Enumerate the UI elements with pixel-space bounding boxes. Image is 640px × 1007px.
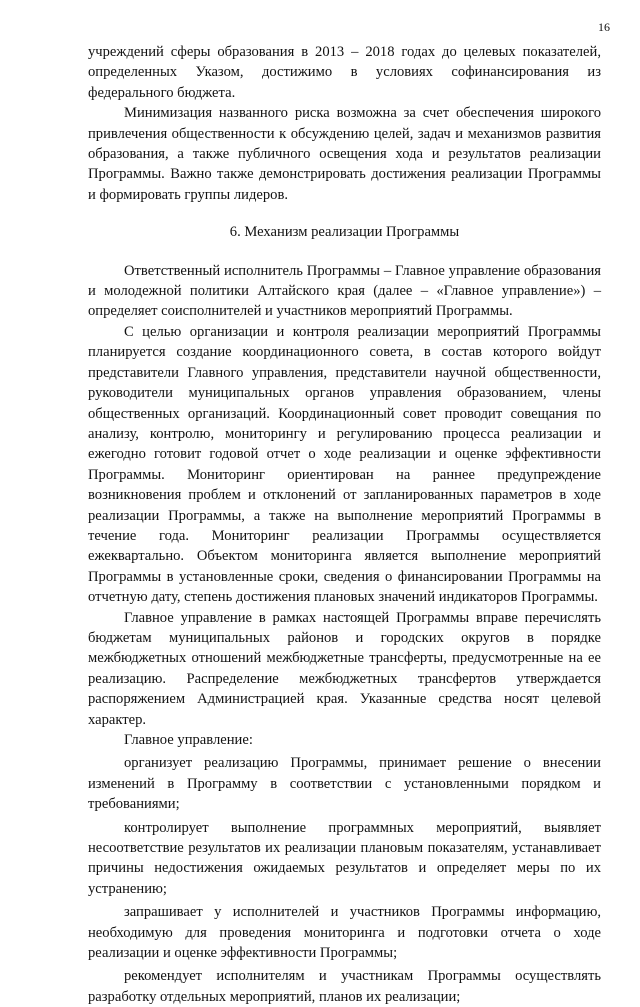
paragraph-risk-minimization: Минимизация названного риска возможна за счет обеспечения широкого привлечения общественности к обсуждению целей, задач и механизмов развития образования, а также публичного освещения хода и результатов реализации Программы. Важно также демонстрировать достижения реализации Программы и формировать группы лидеров.	[88, 105, 601, 203]
paragraph-interbudget-transfers: Главное управление в рамках настоящей Программы вправе перечислять бюджетам муниципальных районов и городских округов в порядке межбюджетных отношений межбюджетные трансферты, предусмотренные на ее реализацию. Распределение межбюджетных трансфертов утверждается распоряжением Администрацией края. Указанные средства носят целевой характер.	[88, 609, 601, 728]
paragraph-responsible-executor: Ответственный исполнитель Программы – Главное управление образования и молодежной политики Алтайского края (далее – «Главное управление») – определяет соисполнителей и участников мероприятий Программы.	[88, 262, 601, 320]
paragraph-continuation: учреждений сферы образования в 2013 – 2018 годах до целевых показателей, определенных Указом, достижимо в условиях софинансирования из федерального бюджета.	[88, 44, 601, 101]
paragraph-coordination-council: С целью организации и контроля реализации мероприятий Программы планируется создание координационного совета, в состав которого войдут представители Главного управления, представители научной общественности, руководители муниципальных органов управления образованием, члены общественных организаций. Координационный совет проводит совещания по анализу, контролю, мониторингу и регулированию процесса реализации и ежегодно готовит годовой отчет о ходе реализации и оценке эффективности Программы. Мониторинг ориентирован на раннее предупреждение возникновения проблем и отклонений от запланированных параметров в ходе реализации Программы, а также на выполнение мероприятий Программы в течение года. Мониторинг реализации Программы осуществляется ежеквартально. Объектом мониторинга является выполнение мероприятий Программы в установленные сроки, сведения о финансировании Программы на отчетную дату, степень достижения плановых значений индикаторов Программы.	[88, 323, 601, 606]
page-number: 16	[598, 20, 610, 34]
list-item-organizes: организует реализацию Программы, принимает решение о внесении изменений в Программу в соответствии с установленными порядком и требованиями;	[88, 755, 601, 813]
list-item-requests: запрашивает у исполнителей и участников Программы информацию, необходимую для проведения мониторинга и подготовки отчета о ходе реализации и оценке эффективности Программы;	[88, 904, 601, 962]
section-heading: 6. Механизм реализации Программы	[229, 224, 460, 241]
list-item-controls: контролирует выполнение программных мероприятий, выявляет несоответствие результатов их реализации плановым показателям, устанавливает причины недостижения ожидаемых результатов и определяет меры по их устранению;	[88, 819, 601, 897]
paragraph-main-department-intro: Главное управление:	[124, 732, 253, 748]
document-body	[88, 42, 601, 1007]
list-item-recommends: рекомендует исполнителям и участникам Программы осуществлять разработку отдельных мероприятий, планов их реализации;	[88, 968, 601, 1005]
